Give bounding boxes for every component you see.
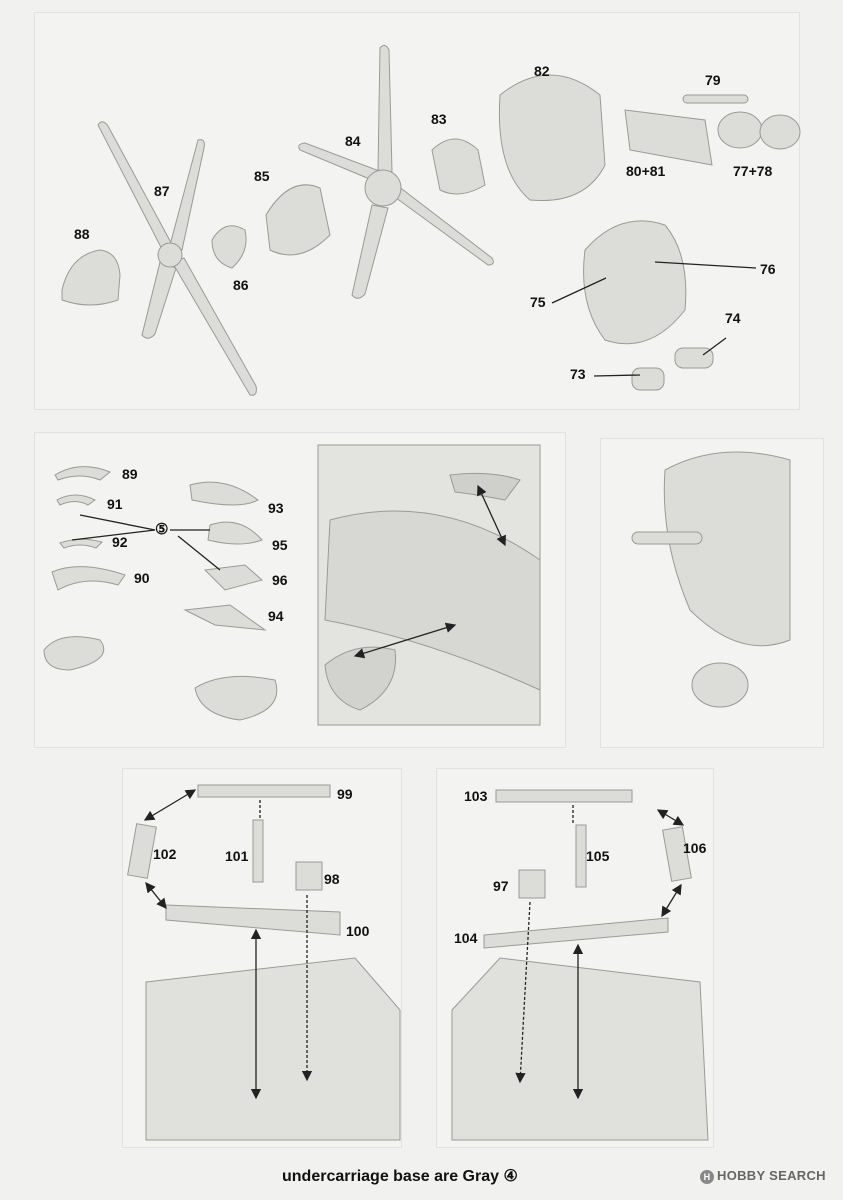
part-92 bbox=[60, 539, 102, 548]
label-part-96: 96 bbox=[272, 572, 288, 588]
label-part-91: 91 bbox=[107, 496, 123, 512]
part-74 bbox=[675, 348, 713, 368]
part-97 bbox=[519, 870, 545, 898]
label-part-100: 100 bbox=[346, 923, 370, 939]
label-part-105: 105 bbox=[586, 848, 610, 864]
part-77-78 bbox=[718, 112, 800, 149]
label-part-87: 87 bbox=[154, 183, 170, 199]
right-wheelwell-render bbox=[452, 958, 708, 1140]
part-91 bbox=[57, 495, 95, 505]
part-100 bbox=[166, 905, 340, 935]
label-part-82: 82 bbox=[534, 63, 550, 79]
part-93 bbox=[190, 482, 258, 505]
label-part-95: 95 bbox=[272, 537, 288, 553]
part-95 bbox=[208, 522, 262, 544]
part-103 bbox=[496, 790, 632, 802]
label-part-86: 86 bbox=[233, 277, 249, 293]
part-98 bbox=[296, 862, 322, 890]
label-part-88: 88 bbox=[74, 226, 90, 242]
label-part-73: 73 bbox=[570, 366, 586, 382]
part-80-81 bbox=[625, 110, 712, 165]
hobby-search-logo-icon: H bbox=[700, 1170, 714, 1184]
label-part-84: 84 bbox=[345, 133, 361, 149]
part-cowl-lip bbox=[44, 637, 104, 670]
part-85-cowl-ring bbox=[266, 185, 330, 255]
label-part-93: 93 bbox=[268, 500, 284, 516]
label-part-76: 76 bbox=[760, 261, 776, 277]
label-part-80-81: 80+81 bbox=[626, 163, 666, 179]
label-part-106: 106 bbox=[683, 840, 707, 856]
label-part-77-78: 77+78 bbox=[733, 163, 773, 179]
part-89 bbox=[55, 467, 110, 480]
hobby-search-brand: HOBBY SEARCH bbox=[717, 1168, 826, 1183]
label-part-89: 89 bbox=[122, 466, 138, 482]
part-101 bbox=[253, 820, 263, 882]
label-part-102: 102 bbox=[153, 846, 177, 862]
hobby-search-watermark bbox=[700, 1168, 826, 1184]
label-part-101: 101 bbox=[225, 848, 249, 864]
left-wheelwell-render bbox=[146, 958, 400, 1140]
part-88-spinner bbox=[62, 250, 120, 305]
part-90 bbox=[52, 567, 125, 590]
gear-render bbox=[664, 452, 790, 646]
part-73 bbox=[632, 368, 664, 390]
label-part-79: 79 bbox=[705, 72, 721, 88]
label-part-90: 90 bbox=[134, 570, 150, 586]
part-83-plate bbox=[432, 139, 485, 194]
footer-note bbox=[282, 1166, 518, 1186]
part-99 bbox=[198, 785, 330, 797]
part-94 bbox=[185, 605, 265, 630]
part-97-lower-cowl bbox=[195, 676, 277, 720]
part-75-76-assembly bbox=[584, 221, 686, 344]
label-part-74: 74 bbox=[725, 310, 741, 326]
label-part-94: 94 bbox=[268, 608, 284, 624]
footer-color-ref: ④ bbox=[503, 1168, 518, 1185]
label-part-103: 103 bbox=[464, 788, 488, 804]
label-part-98: 98 bbox=[324, 871, 340, 887]
part-96 bbox=[205, 565, 262, 590]
footer-text: undercarriage base are Gray bbox=[282, 1168, 500, 1185]
label-part-92: 92 bbox=[112, 534, 128, 550]
color-ref-5: ⑤ bbox=[155, 521, 169, 538]
label-part-97: 97 bbox=[493, 878, 509, 894]
part-82-cowling bbox=[499, 75, 605, 201]
label-part-85: 85 bbox=[254, 168, 270, 184]
part-86-hub bbox=[212, 226, 246, 268]
part-79-rod bbox=[683, 95, 748, 103]
part-104 bbox=[484, 918, 668, 948]
label-part-104: 104 bbox=[454, 930, 478, 946]
label-part-75: 75 bbox=[530, 294, 546, 310]
part-105 bbox=[576, 825, 586, 887]
label-part-99: 99 bbox=[337, 786, 353, 802]
label-part-83: 83 bbox=[431, 111, 447, 127]
